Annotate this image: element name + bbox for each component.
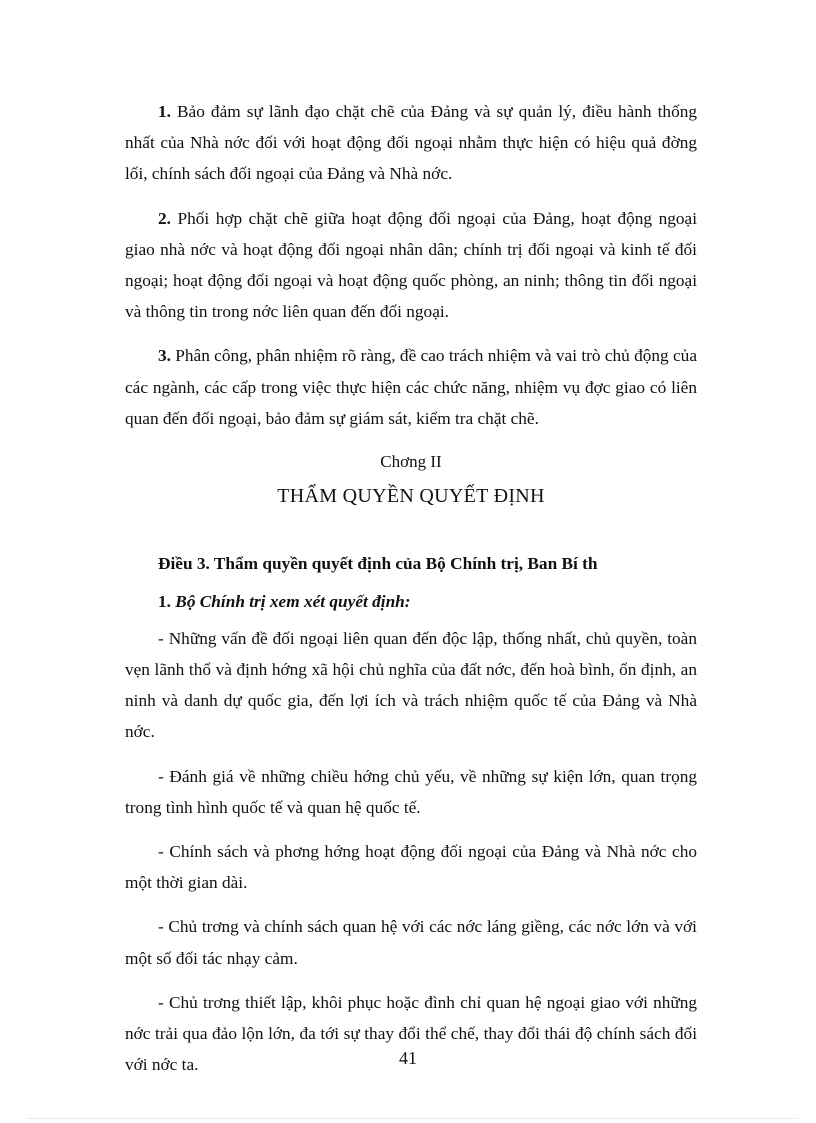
article-heading: Điều 3. Thẩm quyền quyết định của Bộ Chính trị, Ban Bí th xyxy=(158,554,598,574)
list-item: - Những vấn đề đối ngoại liên quan đến độc lập, thống nhất, chủ quyền, toàn vẹn lãnh thổ và định hớng xã hội chủ nghĩa của đất nớc, đến hoà bình, ổn định, an ninh và danh dự quốc gia, đến lợi ích và trách nhiệm quốc tế của Đảng và Nhà nớc. xyxy=(125,628,697,742)
paragraph-2 xyxy=(125,203,697,328)
list-item: - Chủ trơng thiết lập, khôi phục hoặc đình chỉ quan hệ ngoại giao với những nớc trải qua đảo lộn lớn, đa tới sự thay đổi thể chế, thay đổi thái độ chính sách đối với nớc ta. xyxy=(125,992,697,1075)
paragraph-text: Phối hợp chặt chẽ giữa hoạt động đối ngoại của Đảng, hoạt động ngoại giao nhà nớc và hoạt động đối ngoại nhân dân; chính trị đối ngoại và kinh tế đối ngoại; hoạt động đối ngoại và hoạt động quốc phòng, an ninh; thông tin đối ngoại và thông tin trong nớc liên quan đến đối ngoại. xyxy=(125,208,697,322)
paragraph-3 xyxy=(125,340,697,434)
article-subheading xyxy=(125,586,697,617)
subheading-label: Bộ Chính trị xem xét quyết định: xyxy=(170,591,411,611)
list-item: - Chủ trơng và chính sách quan hệ với các nớc láng giềng, các nớc lớn và với một số đối tác nhạy cảm. xyxy=(125,917,697,968)
paragraph-text: Phân công, phân nhiệm rõ ràng, đề cao trách nhiệm và vai trò chủ động của các ngành, các cấp trong việc thực hiện các chức năng, nhiệm vụ đợc giao có liên quan đến đối ngoại, bảo đảm sự giám sát, kiểm tra chặt chẽ. xyxy=(125,346,697,428)
page-number: 41 xyxy=(399,1048,417,1068)
list-item: - Chính sách và phơng hớng hoạt động đối ngoại của Đảng và Nhà nớc cho một thời gian dài. xyxy=(125,842,697,893)
paragraph-number: 1. xyxy=(158,102,171,121)
document-page xyxy=(125,96,697,1093)
paragraph-text: Bảo đảm sự lãnh đạo chặt chẽ của Đảng và sự quản lý, điều hành thống nhất của Nhà nớc đối với hoạt động đối ngoại nhằm thực hiện có hiệu quả đờng lối, chính sách đối ngoại của Đảng và Nhà nớc. xyxy=(125,102,697,184)
paragraph-number: 2. xyxy=(158,208,171,228)
list-item: - Đánh giá về những chiều hớng chủ yếu, về những sự kiện lớn, quan trọng trong tình hình quốc tế và quan hệ quốc tế. xyxy=(125,766,697,817)
paragraph-1 xyxy=(125,96,697,190)
chapter-title: THẨM QUYỀN QUYẾT ĐỊNH xyxy=(277,485,545,508)
paragraph-number: 3. xyxy=(158,346,171,366)
page-bottom-divider xyxy=(28,1118,798,1119)
chapter-label: Chơng II xyxy=(380,452,442,472)
subheading-number: 1. xyxy=(158,591,171,611)
